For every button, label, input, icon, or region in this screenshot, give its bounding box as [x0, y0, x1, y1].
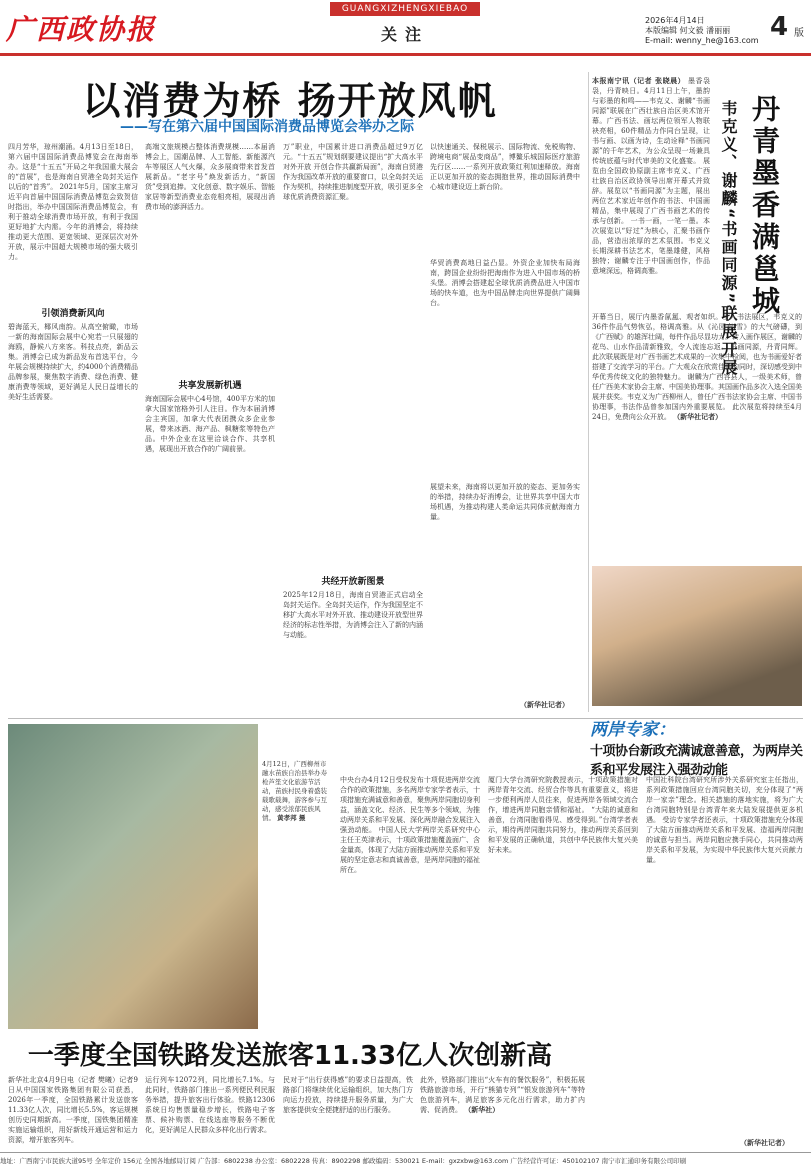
- lead-col2-text: 高端文旅规模占整体消费规模……本届消博会上，国潮品牌、人工智能、新能源汽车等展区人气火爆，众多展商带来首发首展新品。“老字号”焕发新活力，“新国货”受到追捧。文化创意、数字娱乐、智能家居等新型消费业态竞相亮相，展现出消费市场的澎湃活力。: [145, 143, 275, 211]
- cross-strait-col2: 厦门大学台湾研究院教授表示，十项政策措施对两岸青年交流、经贸合作等具有重要意义，将进一步便利两岸人员往来，促进两岸各领域交流合作，增进两岸同胞亲情和福祉。 “大陆的诚意和善意，台湾同胞看得见、感受得到。”台湾学者表示，期待两岸同胞共同努力，推动两岸关系回到和平发展的正确轨道，共创中华民族伟大复兴美好未来。: [488, 776, 638, 854]
- cross-strait-col1: 中央台办4月12日受权发布十项促进两岸交流合作的政策措施，多名两岸专家学者表示，十项措施充满诚意和善意，聚焦两岸同胞切身利益，涵盖文化、经济、民生等多个领域，为推动两岸关系和平发展、深化两岸融合发展注入强劲动能。 中国人民大学两岸关系研究中心主任王英津表示，十项政策措施覆盖面广、含金量高，体现了大陆方面推动两岸关系和平发展的坚定意志和真诚善意，是两岸同胞的福祉所在。: [340, 776, 480, 874]
- section-title: 关注: [380, 25, 429, 44]
- lead-headline: 以消费为桥 扬开放风帆: [82, 79, 498, 123]
- cross-strait-title: 十项协台新政充满诚意善意，为两岸关系和平发展注入强劲动能: [590, 744, 803, 778]
- festival-photo: [8, 724, 258, 1029]
- sidebar-text-top: 本报南宁讯（记者 张晓晨） 墨香袅袅，丹青映日。4月11日上午，墨韵与彩墨的和鸣——韦克义、谢麟“书画同源”联展在广西壮族自治区美术馆开幕。广西书法、画坛两位领军人物联袂亮相，60件精品力作同台呈现，让书与画、以画为诗，生动诠释“书画同源”的千年艺术，为公众呈现一场兼具传统底蕴与时代审美的文化盛宴。 展览由全国政协原副主席韦克义、广西壮族自治区政协领导出席开幕式并致辞。展览以“书画同源”为主题，展出两位艺术家近年创作的书法、中国画精品，集中展现了广西书画艺术的传承与创新。 一书一画，一笔一墨。本次展览以“好过”为核心，汇聚书画作品，营造出浓厚的艺术氛围。韦克义长期深耕书法艺术，笔墨雄健，风格独特；谢麟专注于中国画创作，作品意境深远，格调高雅。: [592, 76, 710, 275]
- lead-col1-text: 四月芳华，琼州潮涌。4月13日至18日，第六届中国国际消费品博览会在海南举办。这是“十五五”开局之年我国重大展会的“首展”，也是海南自贸港全岛封关运作以后的“首秀”。 2021年5月，国家主席习近平向首届中国国际消费品博览会致贺信时指出，举办中国国际消费品博览会，有利于推动全球消费市场开放，有利于我国更好地扩大内需。今年的消博会，将持续推动更大范围、更宽领域、更深层次对外开放，展示中国超大规模市场的强大吸引力。: [8, 143, 138, 261]
- lead-col4-text3: 展望未来，海南将以更加开放的姿态、更加务实的举措，持续办好消博会，让世界共享中国大市场机遇，为推动构建人类命运共同体贡献海南力量。: [430, 483, 580, 521]
- lead-subheadline: ——写在第六届中国国际消费品博览会举办之际: [120, 119, 414, 135]
- railway-title: 一季度全国铁路发送旅客11.33亿人次创新高: [27, 1041, 553, 1071]
- sidebar-text-middle: 开幕当日，展厅内墨香氤氲、观者如织。步入书法展区，韦克义的36件作品气势恢弘，格调高雅。从《沁园春·雪》的大气磅礴，到《广西赋》的雄浑壮阔，每件作品尽显功力。转入画作展区，谢麟的花鸟、山水作品清新雅致，令人流连忘返。 书画同源，丹青同辉。此次联展既是对广西书画艺术成果的一次集中检阅，也为书画爱好者搭建了交流学习的平台。广大观众在欣赏佳作的同时，深切感受到中华优秀传统文化的独特魅力。 谢麟为广西容县人，一级美术师，曾任广西美术家协会主席、中国美协理事。其国画作品多次入选全国美展并获奖。韦克义为广西柳州人，曾任广西书法家协会主席、中国书协理事，书法作品曾参加国内外重要展览。 此次展览将持续至4月24日，免费向公众开放。 （新华社记者）: [592, 313, 802, 421]
- railway-col1: 新华社北京4月9日电（记者 樊曦）记者9日从中国国家铁路集团有限公司获悉，2026年一季度，全国铁路累计发送旅客11.33亿人次，同比增长5.5%，客运规模创历史同期新高。一季度，国铁集团精准实施运输组织，用好新线开通运营和运力资源，增开旅客列车。: [8, 1076, 138, 1144]
- page-number-unit: 版: [794, 28, 804, 39]
- pinyin-banner: GUANGXIZHENGXIEBAO: [330, 2, 480, 16]
- issue-date: 2026年4月14日: [645, 16, 705, 25]
- editor-email: E-mail: wenny_he@163.com: [645, 36, 759, 45]
- lead-section2-text: 海南国际会展中心4号馆，400平方米的加拿大国家馆格外引人注目。作为本届消博会主宾国，加拿大代表团携众多企业参展，带来冰酒、海产品、枫糖浆等特色产品。中外企业在这里洽谈合作、共享机遇，展现出开放合作的广阔前景。: [145, 395, 275, 453]
- lead-section3-text: 2025年12月18日，海南自贸港正式启动全岛封关运作。全岛封关运作，作为我国坚定不移扩大高水平对外开放、推动建设开放型世界经济的标志性举措，为消博会注入了新的内涵与动能。: [283, 591, 423, 639]
- lead-section1-text: 碧海蓝天，椰风南韵。从高空俯瞰，市场一新的海南国际会展中心宛若一只展翅的海鸥，静候八方来客。科技点亮，新品云集。消博会已成为新品发布首选平台，今年展会规模持续扩大，约4000个消费精品品牌参展，聚焦数字消费、绿色消费、健康消费等领域，更好满足人民日益增长的美好生活需要。: [8, 323, 138, 401]
- lead-section3-title: 共经开放新图景: [321, 577, 385, 587]
- lead-section2-title: 共享发展新机遇: [178, 381, 242, 391]
- photo-caption: 4月12日，广西柳州市融水苗族自治县举办寿枪芦笙文化旅游节活动，苗族村民身着盛装载歌载舞，游客参与互动，感受浓郁民族风情。 黄孝邦 摄: [262, 760, 327, 822]
- railway-col3: 民对于“出行获得感”的要求日益提高，铁路部门将继续优化运输组织，加大热门方向运力投放，持续提升服务质量，为广大旅客提供安全便捷舒适的出行服务。: [283, 1076, 413, 1114]
- lead-credit: （新华社记者）: [520, 700, 569, 709]
- railway-col4: 此外，铁路部门推出“火车有的餐饮服务”，积极拓展铁路旅游市场，开行“熊猫专列”“银发旅游列车”等特色旅游列车，满足旅客多元化出行需求，助力扩内需、促消费。 （新华社）: [420, 1076, 585, 1114]
- cross-strait-col3: 中国社科院台湾研究所涉外关系研究室主任指出，系列政策措施回应台湾同胞关切，充分体现了“两岸一家亲”理念。相关措施的落地实施，将为广大台湾同胞特别是台湾青年来大陆发展提供更多机遇。 受访专家学者还表示，十项政策措施充分体现了大陆方面推动两岸关系和平发展、造福两岸同胞的诚意与担当。两岸同胞应携手同心，共同推动两岸关系和平发展，为实现中华民族伟大复兴贡献力量。: [646, 776, 803, 864]
- page-number: 4: [770, 12, 789, 42]
- railway-col2: 运行列车12072列，同比增长7.1%。与此同时，铁路部门推出一系列便民利民服务举措，提升旅客出行体验。铁路12306系统日均售票量稳步增长，铁路电子客票、候补购票、在线选座等服务不断优化，更好满足人民群众多样化出行需求。: [145, 1076, 275, 1134]
- newspaper-logo: 广西政协报: [6, 13, 157, 46]
- lead-col4-text: 以快速通关、保税展示、国际物流、免税购物、跨境电商“展品变商品”，博鳌乐城国际医疗旅游先行区……一系列开放政策红利加速释放。海南正以更加开放的姿态拥抱世界，推动国际消费中心城市建设迈上新台阶。: [430, 143, 580, 191]
- sidebar-subtitle: 韦克义、谢麟“书画同源”联展开展: [719, 100, 738, 378]
- sidebar-main-title: 丹青墨香满邕城: [748, 94, 781, 318]
- page-info: [645, 16, 765, 46]
- header-rule: [0, 53, 811, 56]
- cross-strait-kicker: 两岸专家：: [590, 720, 675, 740]
- page-editors: 本版编辑 何文毅 潘丽丽: [645, 26, 731, 35]
- masthead: [0, 0, 811, 60]
- exhibition-photo: [592, 566, 802, 706]
- lead-col4-text2: 华贸消费高地日益凸显。外资企业加快布局海南，跨国企业纷纷把海南作为进入中国市场的桥头堡。消博会搭建起全球优质消费品进入中国市场的快车道，也为中国品牌走向世界提供广阔舞台。: [430, 259, 580, 307]
- cross-strait-credit: （新华社记者）: [740, 1138, 789, 1147]
- lead-col3-text: 万”职业，中国累计进口消费品超过9万亿元。“十五五”规划纲要建议提出“扩大高水平对外开放 开创合作共赢新局面”，海南自贸港作为我国改革开放的重要窗口，以全岛封关运作为契机，持续推进制度型开放，吸引更多全球优质消费资源汇聚。: [283, 143, 423, 201]
- lead-section1-title: 引领消费新风向: [41, 309, 105, 319]
- page-footer: 地址：广西南宁市民族大道95号 全年定价 156元 全国各地邮局订阅 广告部：6802238 办公室：6802228 传真：8902298 邮政编码：530021 E-mail：gxzxbw@163.com 广告经营许可证：450102107 南宁市汇通印务有限公司印刷: [0, 1152, 811, 1171]
